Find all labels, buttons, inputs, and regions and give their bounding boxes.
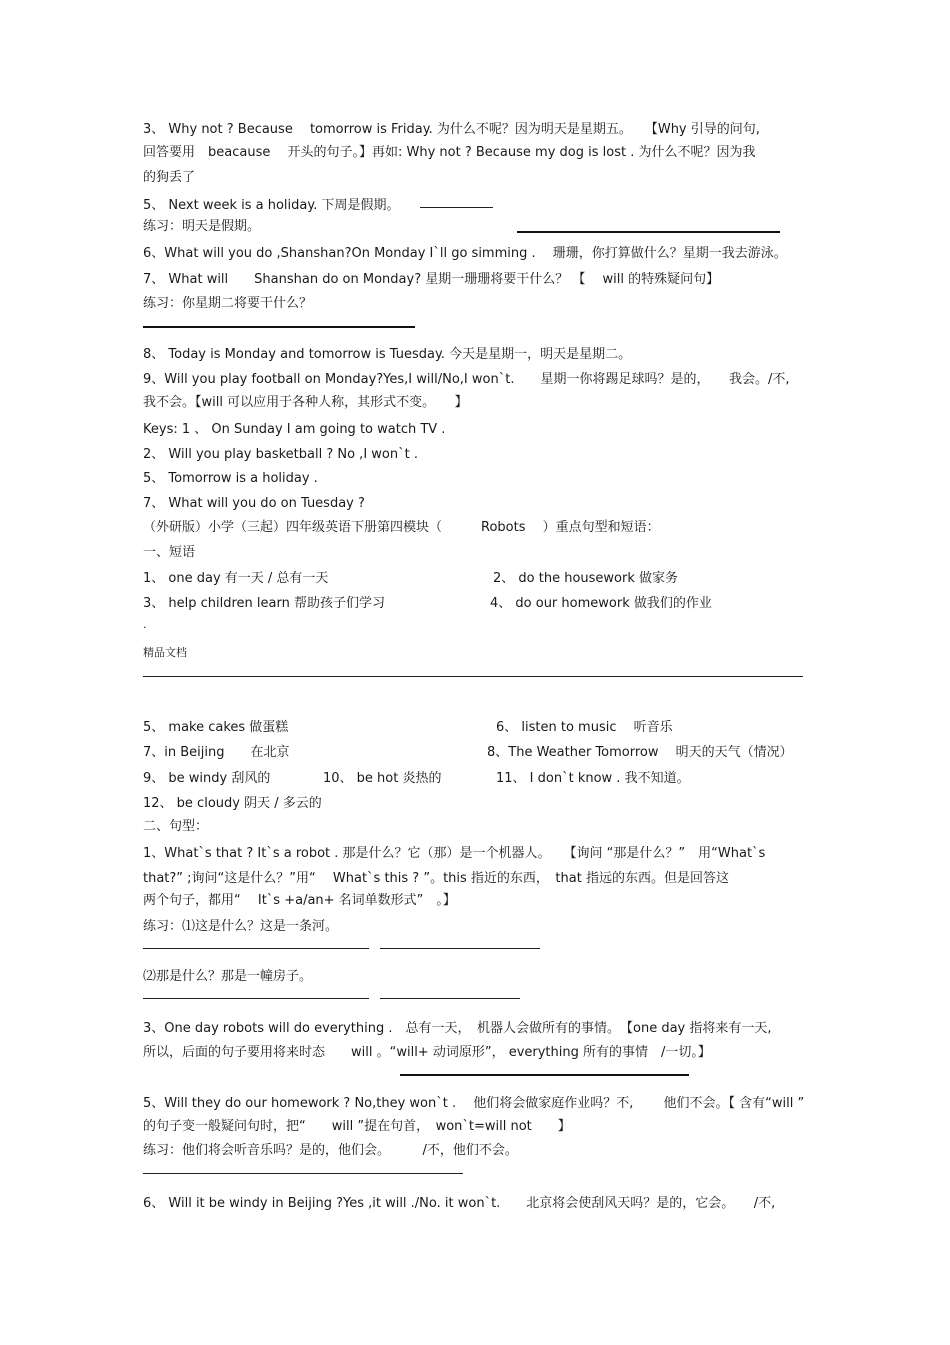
- page-footer: 精品文档: [143, 646, 187, 659]
- sentence-8: 8、 Today is Monday and tomorrow is Tuesday. 今天是星期一，明天是星期二。: [143, 347, 632, 362]
- answer-blank: [143, 948, 369, 949]
- phrase-12: 12、 be cloudy 阴天 / 多云的: [143, 796, 322, 811]
- pattern-1-line2: that?” ;询问“这是什么？”用“ What`s this ? ”。this 指近的东西， that 指远的东西。但是回答这: [143, 871, 729, 886]
- keys-2: 2、 Will you play basketball ? No ,I won`t .: [143, 447, 418, 462]
- pattern-3-line1: 3、One day robots will do everything . 总有一天， 机器人会做所有的事情。 【one day 指将来有一天,: [143, 1021, 772, 1036]
- phrase-7: 7、in Beijing 在北京: [143, 745, 290, 760]
- sentence-5: 5、 Next week is a holiday. 下周是假期。: [143, 198, 400, 213]
- sentences-heading: 二、句型：: [143, 819, 209, 834]
- phrases-heading: 一、短语: [143, 545, 196, 560]
- phrase-1: 1、 one day 有一天 / 总有一天: [143, 571, 329, 586]
- phrase-9: 9、 be windy 刮风的: [143, 771, 271, 786]
- answer-blank: [517, 231, 780, 233]
- keys-1: Keys: 1 、 On Sunday I am going to watch TV .: [143, 422, 446, 437]
- answer-blank: [143, 326, 415, 328]
- answer-blank: [400, 1074, 689, 1076]
- sentence-6: 6、What will you do ,Shanshan?On Monday I`ll go simming . 珊珊，你打算做什么？星期一我去游泳。: [143, 246, 787, 261]
- pattern-6: 6、 Will it be windy in Beijing ?Yes ,it will ./No. it won`t. 北京将会使刮风天吗？是的，它会。 /不,: [143, 1196, 776, 1211]
- dot-marker: ·: [143, 621, 147, 634]
- answer-blank: [420, 207, 493, 208]
- pattern-1-practice1: 练习：⑴这是什么？这是一条河。: [143, 919, 339, 934]
- sentence-3-line2: 回答要用 beacause 开头的句子。】再如: Why not ? Because my dog is lost . 为什么不呢？因为我: [143, 145, 756, 160]
- pattern-1-practice2: ⑵那是什么？那是一幢房子。: [143, 969, 313, 984]
- keys-7: 7、 What will you do on Tuesday ?: [143, 496, 365, 511]
- phrase-8: 8、The Weather Tomorrow 明天的天气（情况）: [487, 745, 793, 760]
- sentence-9-line1: 9、Will you play football on Monday?Yes,I will/No,I won`t. 星期一你将踢足球吗？是的， 我会。/不,: [143, 372, 790, 387]
- phrase-3: 3、 help children learn 帮助孩子们学习: [143, 596, 385, 611]
- phrase-5: 5、 make cakes 做蛋糕: [143, 720, 289, 735]
- module-title: （外研版）小学（三起）四年级英语下册第四模块（ Robots ）重点句型和短语：: [143, 520, 660, 535]
- answer-blank: [143, 1173, 463, 1174]
- sentence-9-line2: 我不会。【will 可以应用于各种人称，其形式不变。 】: [143, 395, 468, 410]
- sentence-3-line1: 3、 Why not ? Because tomorrow is Friday. 为什么不呢？因为明天是星期五。 【Why 引导的问句,: [143, 122, 760, 137]
- phrase-6: 6、 listen to music 听音乐: [496, 720, 673, 735]
- sentence-7: 7、 What will Shanshan do on Monday? 星期一珊珊将要干什么？ 【 will 的特殊疑问句】: [143, 272, 720, 287]
- pattern-1-line3: 两个句子，都用“ It`s +a/an+ 名词单数形式” 。】: [143, 893, 456, 908]
- phrase-11: 11、 I don`t know . 我不知道。: [496, 771, 690, 786]
- answer-blank: [143, 998, 369, 999]
- sentence-5-practice: 练习：明天是假期。: [143, 219, 261, 234]
- pattern-5-practice: 练习：他们将会听音乐吗？是的，他们会。 /不，他们不会。: [143, 1143, 518, 1158]
- pattern-5-line2: 的句子变一般疑问句时，把“ will ”提在句首， won`t=will not 】: [143, 1119, 571, 1134]
- sentence-7-practice: 练习：你星期二将要干什么？: [143, 296, 313, 311]
- sentence-3-line3: 的狗丢了: [143, 170, 196, 185]
- answer-blank: [380, 998, 520, 999]
- answer-blank: [380, 948, 540, 949]
- pattern-3-line2: 所以，后面的句子要用将来时态 will 。“will+ 动词原形”， everything 所有的事情 /一切。】: [143, 1045, 711, 1060]
- pattern-1-line1: 1、What`s that ? It`s a robot . 那是什么？它（那）是一个机器人。 【询问 “那是什么？” 用“What`s: [143, 846, 766, 861]
- phrase-2: 2、 do the housework 做家务: [493, 571, 679, 586]
- phrase-10: 10、 be hot 炎热的: [323, 771, 442, 786]
- page-divider: [143, 676, 803, 677]
- pattern-5-line1: 5、Will they do our homework ? No,they won`t . 他们将会做家庭作业吗？不, 他们不会。【 含有“will ”: [143, 1096, 805, 1111]
- keys-5: 5、 Tomorrow is a holiday .: [143, 471, 318, 486]
- phrase-4: 4、 do our homework 做我们的作业: [490, 596, 712, 611]
